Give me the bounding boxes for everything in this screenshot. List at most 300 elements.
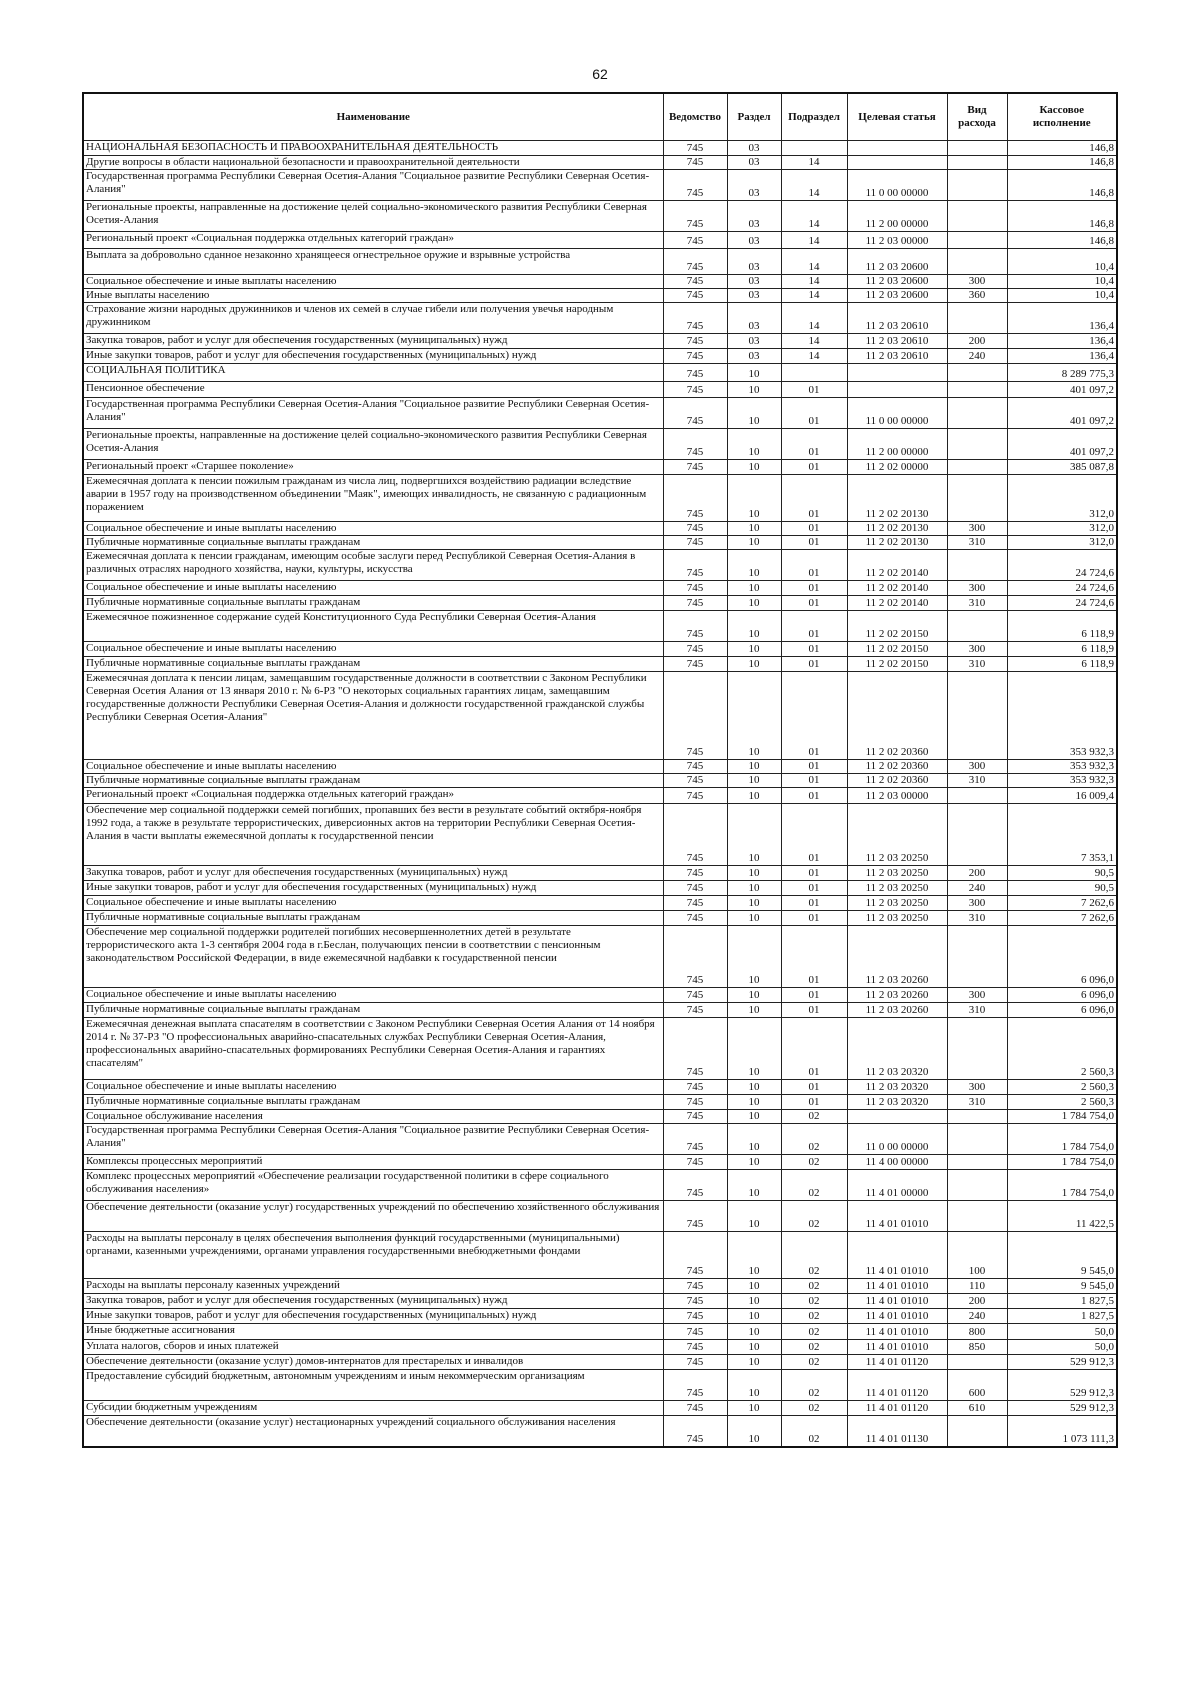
table-cell-celevaya: 11 4 01 01120 bbox=[847, 1370, 947, 1401]
table-cell-name: Региональный проект «Социальная поддержка отдельных категорий граждан» bbox=[83, 232, 663, 249]
table-cell-summa: 2 560,3 bbox=[1007, 1095, 1117, 1110]
table-cell-vedomstvo: 745 bbox=[663, 232, 727, 249]
table-cell-name: Пенсионное обеспечение bbox=[83, 382, 663, 398]
table-cell-celevaya: 11 2 02 20130 bbox=[847, 475, 947, 522]
table-cell-name: Социальное обеспечение и иные выплаты населению bbox=[83, 896, 663, 911]
table-cell-summa: 146,8 bbox=[1007, 201, 1117, 232]
table-cell-celevaya: 11 2 02 20140 bbox=[847, 550, 947, 581]
table-cell-vid bbox=[947, 550, 1007, 581]
header-celevaya: Целевая статья bbox=[847, 93, 947, 141]
table-cell-vedomstvo: 745 bbox=[663, 1416, 727, 1447]
table-row bbox=[83, 611, 1117, 642]
table-cell-vid: 240 bbox=[947, 1309, 1007, 1324]
table-cell-celevaya: 11 2 02 20360 bbox=[847, 760, 947, 774]
table-cell-summa: 7 262,6 bbox=[1007, 911, 1117, 926]
table-cell-summa: 529 912,3 bbox=[1007, 1370, 1117, 1401]
table-cell-podrazdel: 01 bbox=[781, 550, 847, 581]
table-cell-vedomstvo: 745 bbox=[663, 475, 727, 522]
table-cell-podrazdel: 14 bbox=[781, 249, 847, 275]
table-cell-vid: 310 bbox=[947, 1095, 1007, 1110]
table-cell-vedomstvo: 745 bbox=[663, 596, 727, 611]
table-cell-summa: 1 827,5 bbox=[1007, 1294, 1117, 1309]
table-cell-celevaya: 11 2 02 20150 bbox=[847, 611, 947, 642]
table-row bbox=[83, 249, 1117, 275]
table-cell-podrazdel: 01 bbox=[781, 642, 847, 657]
table-row bbox=[83, 536, 1117, 550]
table-cell-razdel: 03 bbox=[727, 303, 781, 334]
table-cell-celevaya: 11 2 03 20320 bbox=[847, 1018, 947, 1080]
table-cell-vid bbox=[947, 475, 1007, 522]
table-cell-razdel: 10 bbox=[727, 596, 781, 611]
table-cell-celevaya: 11 4 01 01120 bbox=[847, 1355, 947, 1370]
table-cell-name: Закупка товаров, работ и услуг для обеспечения государственных (муниципальных) нужд bbox=[83, 1294, 663, 1309]
table-cell-razdel: 10 bbox=[727, 550, 781, 581]
table-cell-podrazdel: 14 bbox=[781, 303, 847, 334]
table-cell-vid bbox=[947, 232, 1007, 249]
table-cell-podrazdel: 02 bbox=[781, 1355, 847, 1370]
table-row bbox=[83, 1401, 1117, 1416]
table-cell-summa: 401 097,2 bbox=[1007, 398, 1117, 429]
table-row bbox=[83, 289, 1117, 303]
table-cell-podrazdel: 02 bbox=[781, 1155, 847, 1170]
table-cell-name: Предоставление субсидий бюджетным, автономным учреждениям и иным некоммерческим организациям bbox=[83, 1370, 663, 1401]
table-cell-name: Государственная программа Республики Северная Осетия-Алания "Социальное развитие Республики Северная Осетия-Алания" bbox=[83, 398, 663, 429]
table-cell-podrazdel: 01 bbox=[781, 672, 847, 760]
table-cell-name: Иные закупки товаров, работ и услуг для обеспечения государственных (муниципальных) нужд bbox=[83, 881, 663, 896]
table-cell-vedomstvo: 745 bbox=[663, 303, 727, 334]
table-cell-name: Комплексы процессных мероприятий bbox=[83, 1155, 663, 1170]
table-cell-vid: 100 bbox=[947, 1232, 1007, 1279]
table-cell-vid: 360 bbox=[947, 289, 1007, 303]
table-row bbox=[83, 642, 1117, 657]
table-cell-vedomstvo: 745 bbox=[663, 1003, 727, 1018]
table-cell-summa: 8 289 775,3 bbox=[1007, 364, 1117, 382]
table-cell-razdel: 10 bbox=[727, 460, 781, 475]
table-cell-vedomstvo: 745 bbox=[663, 249, 727, 275]
table-cell-razdel: 10 bbox=[727, 1095, 781, 1110]
table-cell-razdel: 03 bbox=[727, 249, 781, 275]
table-cell-vedomstvo: 745 bbox=[663, 1309, 727, 1324]
table-cell-summa: 385 087,8 bbox=[1007, 460, 1117, 475]
table-cell-vid: 200 bbox=[947, 1294, 1007, 1309]
table-cell-vid bbox=[947, 429, 1007, 460]
table-cell-podrazdel: 01 bbox=[781, 382, 847, 398]
table-cell-razdel: 10 bbox=[727, 1110, 781, 1124]
table-cell-name: Расходы на выплаты персоналу казенных учреждений bbox=[83, 1279, 663, 1294]
table-cell-celevaya: 11 2 03 20600 bbox=[847, 289, 947, 303]
table-cell-vid: 310 bbox=[947, 911, 1007, 926]
table-cell-podrazdel: 01 bbox=[781, 1080, 847, 1095]
table-cell-celevaya: 11 0 00 00000 bbox=[847, 170, 947, 201]
table-cell-razdel: 10 bbox=[727, 866, 781, 881]
table-cell-name: Государственная программа Республики Северная Осетия-Алания "Социальное развитие Республики Северная Осетия-Алания" bbox=[83, 1124, 663, 1155]
table-cell-vid: 300 bbox=[947, 896, 1007, 911]
table-cell-podrazdel bbox=[781, 364, 847, 382]
table-row bbox=[83, 581, 1117, 596]
table-cell-podrazdel: 02 bbox=[781, 1370, 847, 1401]
table-cell-podrazdel: 01 bbox=[781, 866, 847, 881]
table-cell-razdel: 03 bbox=[727, 232, 781, 249]
table-cell-summa: 401 097,2 bbox=[1007, 382, 1117, 398]
table-cell-name: Субсидии бюджетным учреждениям bbox=[83, 1401, 663, 1416]
table-cell-name: Региональные проекты, направленные на достижение целей социально-экономического развития Республики Северная Осетия-Алания bbox=[83, 429, 663, 460]
table-cell-razdel: 10 bbox=[727, 1080, 781, 1095]
table-cell-podrazdel: 01 bbox=[781, 1095, 847, 1110]
table-cell-celevaya: 11 4 01 01010 bbox=[847, 1279, 947, 1294]
table-cell-vedomstvo: 745 bbox=[663, 672, 727, 760]
table-cell-razdel: 10 bbox=[727, 475, 781, 522]
table-cell-celevaya: 11 2 00 00000 bbox=[847, 429, 947, 460]
table-cell-name: Обеспечение деятельности (оказание услуг) нестационарных учреждений социального обслуживания населения bbox=[83, 1416, 663, 1447]
table-cell-summa: 10,4 bbox=[1007, 289, 1117, 303]
table-cell-podrazdel: 01 bbox=[781, 581, 847, 596]
table-cell-celevaya: 11 2 02 20150 bbox=[847, 657, 947, 672]
table-cell-podrazdel: 01 bbox=[781, 881, 847, 896]
table-cell-summa: 136,4 bbox=[1007, 334, 1117, 349]
table-row bbox=[83, 1355, 1117, 1370]
table-cell-celevaya: 11 4 01 01010 bbox=[847, 1324, 947, 1340]
table-cell-celevaya: 11 4 01 01010 bbox=[847, 1294, 947, 1309]
table-cell-podrazdel bbox=[781, 141, 847, 156]
table-cell-name: Социальное обеспечение и иные выплаты населению bbox=[83, 642, 663, 657]
table-cell-vid: 200 bbox=[947, 866, 1007, 881]
table-cell-vedomstvo: 745 bbox=[663, 289, 727, 303]
table-cell-vedomstvo: 745 bbox=[663, 1232, 727, 1279]
table-cell-name: Обеспечение деятельности (оказание услуг) государственных учреждений по обеспечению хозяйственного обслуживания bbox=[83, 1201, 663, 1232]
table-cell-razdel: 10 bbox=[727, 429, 781, 460]
table-cell-name: Региональный проект «Социальная поддержка отдельных категорий граждан» bbox=[83, 788, 663, 804]
table-cell-summa: 24 724,6 bbox=[1007, 596, 1117, 611]
table-cell-podrazdel: 02 bbox=[781, 1279, 847, 1294]
table-cell-razdel: 10 bbox=[727, 774, 781, 788]
table-cell-name: Страхование жизни народных дружинников и членов их семей в случае гибели или получения увечья народным дружинником bbox=[83, 303, 663, 334]
table-cell-name: Публичные нормативные социальные выплаты гражданам bbox=[83, 1095, 663, 1110]
table-cell-celevaya: 11 2 03 20600 bbox=[847, 275, 947, 289]
table-cell-summa: 353 932,3 bbox=[1007, 760, 1117, 774]
table-cell-name: Социальное обслуживание населения bbox=[83, 1110, 663, 1124]
table-cell-podrazdel: 14 bbox=[781, 232, 847, 249]
table-cell-name: Иные закупки товаров, работ и услуг для обеспечения государственных (муниципальных) нужд bbox=[83, 1309, 663, 1324]
table-cell-summa: 90,5 bbox=[1007, 881, 1117, 896]
table-header bbox=[83, 93, 1117, 141]
header-name: Наименование bbox=[83, 93, 663, 141]
table-cell-summa: 1 784 754,0 bbox=[1007, 1155, 1117, 1170]
table-cell-razdel: 03 bbox=[727, 289, 781, 303]
table-row bbox=[83, 657, 1117, 672]
table-cell-vid: 300 bbox=[947, 988, 1007, 1003]
table-cell-celevaya: 11 2 03 20250 bbox=[847, 866, 947, 881]
table-row bbox=[83, 926, 1117, 988]
table-cell-celevaya: 11 0 00 00000 bbox=[847, 1124, 947, 1155]
table-cell-summa: 6 096,0 bbox=[1007, 988, 1117, 1003]
table-cell-vid bbox=[947, 460, 1007, 475]
table-cell-celevaya: 11 2 03 20600 bbox=[847, 249, 947, 275]
table-cell-summa: 7 353,1 bbox=[1007, 804, 1117, 866]
table-cell-celevaya bbox=[847, 364, 947, 382]
table-cell-razdel: 03 bbox=[727, 141, 781, 156]
table-cell-name: Ежемесячная доплата к пенсии гражданам, имеющим особые заслуги перед Республикой Северная Осетия-Алания в различных отраслях народного хозяйства, науки, культуры, искусства bbox=[83, 550, 663, 581]
table-cell-name: Публичные нормативные социальные выплаты гражданам bbox=[83, 1003, 663, 1018]
table-cell-vedomstvo: 745 bbox=[663, 896, 727, 911]
table-cell-name: Другие вопросы в области национальной безопасности и правоохранительной деятельности bbox=[83, 156, 663, 170]
table-cell-summa: 24 724,6 bbox=[1007, 550, 1117, 581]
table-cell-summa: 353 932,3 bbox=[1007, 774, 1117, 788]
table-row bbox=[83, 788, 1117, 804]
table-cell-name: Уплата налогов, сборов и иных платежей bbox=[83, 1340, 663, 1355]
table-cell-summa: 312,0 bbox=[1007, 536, 1117, 550]
table-cell-celevaya: 11 2 03 00000 bbox=[847, 232, 947, 249]
table-cell-razdel: 03 bbox=[727, 334, 781, 349]
table-cell-summa: 1 073 111,3 bbox=[1007, 1416, 1117, 1447]
table-cell-podrazdel: 02 bbox=[781, 1309, 847, 1324]
table-cell-razdel: 10 bbox=[727, 522, 781, 536]
table-cell-summa: 9 545,0 bbox=[1007, 1279, 1117, 1294]
table-cell-razdel: 03 bbox=[727, 349, 781, 364]
table-cell-vid bbox=[947, 1018, 1007, 1080]
table-cell-vid bbox=[947, 611, 1007, 642]
table-cell-vedomstvo: 745 bbox=[663, 522, 727, 536]
table-row bbox=[83, 1201, 1117, 1232]
table-row bbox=[83, 1370, 1117, 1401]
table-cell-summa: 24 724,6 bbox=[1007, 581, 1117, 596]
table-cell-celevaya: 11 2 02 20150 bbox=[847, 642, 947, 657]
table-cell-celevaya: 11 2 02 20360 bbox=[847, 672, 947, 760]
table-cell-vid bbox=[947, 170, 1007, 201]
table-cell-vid bbox=[947, 1416, 1007, 1447]
table-cell-name: СОЦИАЛЬНАЯ ПОЛИТИКА bbox=[83, 364, 663, 382]
table-cell-podrazdel: 01 bbox=[781, 475, 847, 522]
table-cell-celevaya: 11 2 00 00000 bbox=[847, 201, 947, 232]
table-cell-name: Обеспечение мер социальной поддержки родителей погибших несовершеннолетних детей в результате террористического акта 1-3 сентября 2004 года в г.Беслан, получающих пенсии в соответствии с пенсионным законодательством Российской Федерации, в виде ежемесячной надбавки к государственной пенсии bbox=[83, 926, 663, 988]
table-row bbox=[83, 774, 1117, 788]
table-row bbox=[83, 1416, 1117, 1447]
table-cell-razdel: 10 bbox=[727, 1401, 781, 1416]
table-cell-summa: 9 545,0 bbox=[1007, 1232, 1117, 1279]
table-cell-razdel: 10 bbox=[727, 611, 781, 642]
table-cell-podrazdel: 02 bbox=[781, 1324, 847, 1340]
table-cell-vedomstvo: 745 bbox=[663, 1018, 727, 1080]
table-row bbox=[83, 1110, 1117, 1124]
table-cell-celevaya: 11 2 02 20130 bbox=[847, 536, 947, 550]
table-row bbox=[83, 1155, 1117, 1170]
table-cell-podrazdel: 02 bbox=[781, 1401, 847, 1416]
table-cell-razdel: 03 bbox=[727, 156, 781, 170]
table-cell-summa: 90,5 bbox=[1007, 866, 1117, 881]
table-cell-podrazdel: 14 bbox=[781, 289, 847, 303]
table-cell-razdel: 03 bbox=[727, 275, 781, 289]
table-cell-podrazdel: 01 bbox=[781, 804, 847, 866]
table-cell-vid bbox=[947, 804, 1007, 866]
table-row bbox=[83, 1340, 1117, 1355]
table-cell-name: Региональные проекты, направленные на достижение целей социально-экономического развития Республики Северная Осетия-Алания bbox=[83, 201, 663, 232]
table-row bbox=[83, 141, 1117, 156]
table-cell-name: Публичные нормативные социальные выплаты гражданам bbox=[83, 596, 663, 611]
table-cell-vedomstvo: 745 bbox=[663, 988, 727, 1003]
table-cell-celevaya: 11 2 03 20610 bbox=[847, 334, 947, 349]
table-cell-razdel: 10 bbox=[727, 1309, 781, 1324]
table-cell-summa: 10,4 bbox=[1007, 249, 1117, 275]
table-cell-podrazdel: 01 bbox=[781, 911, 847, 926]
table-row bbox=[83, 475, 1117, 522]
table-cell-razdel: 10 bbox=[727, 881, 781, 896]
table-cell-razdel: 10 bbox=[727, 1324, 781, 1340]
table-cell-celevaya: 11 4 01 01010 bbox=[847, 1232, 947, 1279]
table-row bbox=[83, 201, 1117, 232]
table-cell-celevaya: 11 2 03 20610 bbox=[847, 349, 947, 364]
table-cell-razdel: 10 bbox=[727, 760, 781, 774]
table-cell-celevaya: 11 4 01 00000 bbox=[847, 1170, 947, 1201]
header-vid: Вид расхода bbox=[947, 93, 1007, 141]
table-row bbox=[83, 988, 1117, 1003]
table-cell-razdel: 10 bbox=[727, 1355, 781, 1370]
table-cell-summa: 7 262,6 bbox=[1007, 896, 1117, 911]
table-cell-summa: 529 912,3 bbox=[1007, 1355, 1117, 1370]
table-cell-podrazdel: 01 bbox=[781, 788, 847, 804]
table-cell-podrazdel: 01 bbox=[781, 896, 847, 911]
table-cell-podrazdel: 01 bbox=[781, 774, 847, 788]
table-cell-celevaya: 11 2 03 20260 bbox=[847, 926, 947, 988]
table-cell-vid bbox=[947, 1124, 1007, 1155]
table-cell-celevaya: 11 2 03 20320 bbox=[847, 1095, 947, 1110]
table-cell-vedomstvo: 745 bbox=[663, 774, 727, 788]
table-cell-razdel: 10 bbox=[727, 1155, 781, 1170]
table-row bbox=[83, 911, 1117, 926]
table-cell-vid: 310 bbox=[947, 1003, 1007, 1018]
table-cell-vedomstvo: 745 bbox=[663, 760, 727, 774]
table-cell-summa: 353 932,3 bbox=[1007, 672, 1117, 760]
table-cell-vid bbox=[947, 364, 1007, 382]
table-cell-summa: 6 096,0 bbox=[1007, 1003, 1117, 1018]
table-cell-name: Социальное обеспечение и иные выплаты населению bbox=[83, 760, 663, 774]
table-cell-vedomstvo: 745 bbox=[663, 201, 727, 232]
table-cell-summa: 1 784 754,0 bbox=[1007, 1124, 1117, 1155]
table-cell-summa: 136,4 bbox=[1007, 349, 1117, 364]
table-cell-vid: 850 bbox=[947, 1340, 1007, 1355]
table-cell-vid bbox=[947, 201, 1007, 232]
table-cell-summa: 10,4 bbox=[1007, 275, 1117, 289]
table-cell-podrazdel: 14 bbox=[781, 349, 847, 364]
table-cell-vid bbox=[947, 156, 1007, 170]
table-cell-vedomstvo: 745 bbox=[663, 1095, 727, 1110]
table-cell-celevaya: 11 4 01 01010 bbox=[847, 1201, 947, 1232]
table-cell-vid: 300 bbox=[947, 642, 1007, 657]
budget-table bbox=[82, 92, 1118, 1448]
table-cell-vedomstvo: 745 bbox=[663, 1355, 727, 1370]
header-row bbox=[83, 93, 1117, 141]
table-cell-razdel: 03 bbox=[727, 201, 781, 232]
page-number: 62 bbox=[592, 66, 608, 82]
table-cell-razdel: 10 bbox=[727, 926, 781, 988]
table-cell-name: НАЦИОНАЛЬНАЯ БЕЗОПАСНОСТЬ И ПРАВООХРАНИТЕЛЬНАЯ ДЕЯТЕЛЬНОСТЬ bbox=[83, 141, 663, 156]
table-cell-summa: 50,0 bbox=[1007, 1340, 1117, 1355]
table-cell-vedomstvo: 745 bbox=[663, 866, 727, 881]
table-cell-podrazdel: 02 bbox=[781, 1110, 847, 1124]
table-cell-podrazdel: 02 bbox=[781, 1170, 847, 1201]
table-cell-razdel: 10 bbox=[727, 364, 781, 382]
table-row bbox=[83, 1124, 1117, 1155]
table-cell-summa: 146,8 bbox=[1007, 232, 1117, 249]
table-cell-name: Региональный проект «Старшее поколение» bbox=[83, 460, 663, 475]
table-cell-podrazdel: 14 bbox=[781, 156, 847, 170]
table-cell-vedomstvo: 745 bbox=[663, 398, 727, 429]
table-cell-podrazdel: 14 bbox=[781, 334, 847, 349]
table-row bbox=[83, 1018, 1117, 1080]
table-cell-vid: 110 bbox=[947, 1279, 1007, 1294]
table-cell-vedomstvo: 745 bbox=[663, 657, 727, 672]
table-row bbox=[83, 1232, 1117, 1279]
table-cell-summa: 146,8 bbox=[1007, 156, 1117, 170]
table-row bbox=[83, 1095, 1117, 1110]
table-cell-summa: 6 118,9 bbox=[1007, 611, 1117, 642]
table-cell-razdel: 10 bbox=[727, 382, 781, 398]
table-row bbox=[83, 672, 1117, 760]
table-cell-podrazdel: 01 bbox=[781, 596, 847, 611]
table-row bbox=[83, 460, 1117, 475]
table-cell-vid: 610 bbox=[947, 1401, 1007, 1416]
table-row bbox=[83, 1279, 1117, 1294]
table-cell-podrazdel: 01 bbox=[781, 522, 847, 536]
table-cell-celevaya: 11 4 00 00000 bbox=[847, 1155, 947, 1170]
table-cell-name: Государственная программа Республики Северная Осетия-Алания "Социальное развитие Республики Северная Осетия-Алания" bbox=[83, 170, 663, 201]
table-cell-name: Публичные нормативные социальные выплаты гражданам bbox=[83, 774, 663, 788]
table-row bbox=[83, 550, 1117, 581]
table-cell-vid: 310 bbox=[947, 596, 1007, 611]
table-cell-vedomstvo: 745 bbox=[663, 1170, 727, 1201]
table-cell-vid: 310 bbox=[947, 536, 1007, 550]
table-cell-vedomstvo: 745 bbox=[663, 1401, 727, 1416]
table-cell-razdel: 10 bbox=[727, 536, 781, 550]
table-cell-vid: 310 bbox=[947, 774, 1007, 788]
table-cell-celevaya bbox=[847, 1110, 947, 1124]
table-cell-vedomstvo: 745 bbox=[663, 581, 727, 596]
table-row bbox=[83, 303, 1117, 334]
table-cell-vid: 240 bbox=[947, 881, 1007, 896]
table-cell-name: Публичные нормативные социальные выплаты гражданам bbox=[83, 536, 663, 550]
table-cell-vid bbox=[947, 249, 1007, 275]
table-cell-summa: 1 827,5 bbox=[1007, 1309, 1117, 1324]
table-cell-vedomstvo: 745 bbox=[663, 1080, 727, 1095]
table-cell-razdel: 10 bbox=[727, 988, 781, 1003]
table-cell-vid: 200 bbox=[947, 334, 1007, 349]
table-cell-vid: 300 bbox=[947, 1080, 1007, 1095]
table-row bbox=[83, 275, 1117, 289]
table-cell-podrazdel: 01 bbox=[781, 1018, 847, 1080]
table-row bbox=[83, 866, 1117, 881]
table-cell-razdel: 10 bbox=[727, 911, 781, 926]
header-summa: Кассовое исполнение bbox=[1007, 93, 1117, 141]
table-cell-vid bbox=[947, 1110, 1007, 1124]
table-cell-razdel: 10 bbox=[727, 398, 781, 429]
table-cell-vedomstvo: 745 bbox=[663, 881, 727, 896]
table-cell-podrazdel: 01 bbox=[781, 398, 847, 429]
table-cell-summa: 136,4 bbox=[1007, 303, 1117, 334]
table-cell-vid: 300 bbox=[947, 760, 1007, 774]
table-cell-name: Ежемесячная доплата к пенсии лицам, замещавшим государственные должности в соответствии с Законом Республики Северная Осетия Алания от 13 января 2010 г. № 6-РЗ "О некоторых социальных гарантиях лицам, замещавшим государственные должности Республики Северная Осетия-Алания и должности государственной гражданской службы Республики Северная Осетия-Алания" bbox=[83, 672, 663, 760]
table-row bbox=[83, 156, 1117, 170]
table-cell-vedomstvo: 745 bbox=[663, 1294, 727, 1309]
table-cell-summa: 16 009,4 bbox=[1007, 788, 1117, 804]
table-cell-vid: 300 bbox=[947, 581, 1007, 596]
header-razdel: Раздел bbox=[727, 93, 781, 141]
header-vedomstvo: Ведомство bbox=[663, 93, 727, 141]
table-cell-podrazdel: 02 bbox=[781, 1124, 847, 1155]
table-row bbox=[83, 1324, 1117, 1340]
table-row bbox=[83, 232, 1117, 249]
table-cell-name: Обеспечение мер социальной поддержки семей погибших, пропавших без вести в результате событий октября-ноября 1992 года, а также в результате террористических, диверсионных актов на территории Республики Северная Осетия-Алания в части выплаты ежемесячной доплаты к государственной пенсии bbox=[83, 804, 663, 866]
table-cell-vedomstvo: 745 bbox=[663, 1155, 727, 1170]
table-cell-celevaya: 11 2 03 20250 bbox=[847, 804, 947, 866]
table-cell-razdel: 10 bbox=[727, 657, 781, 672]
